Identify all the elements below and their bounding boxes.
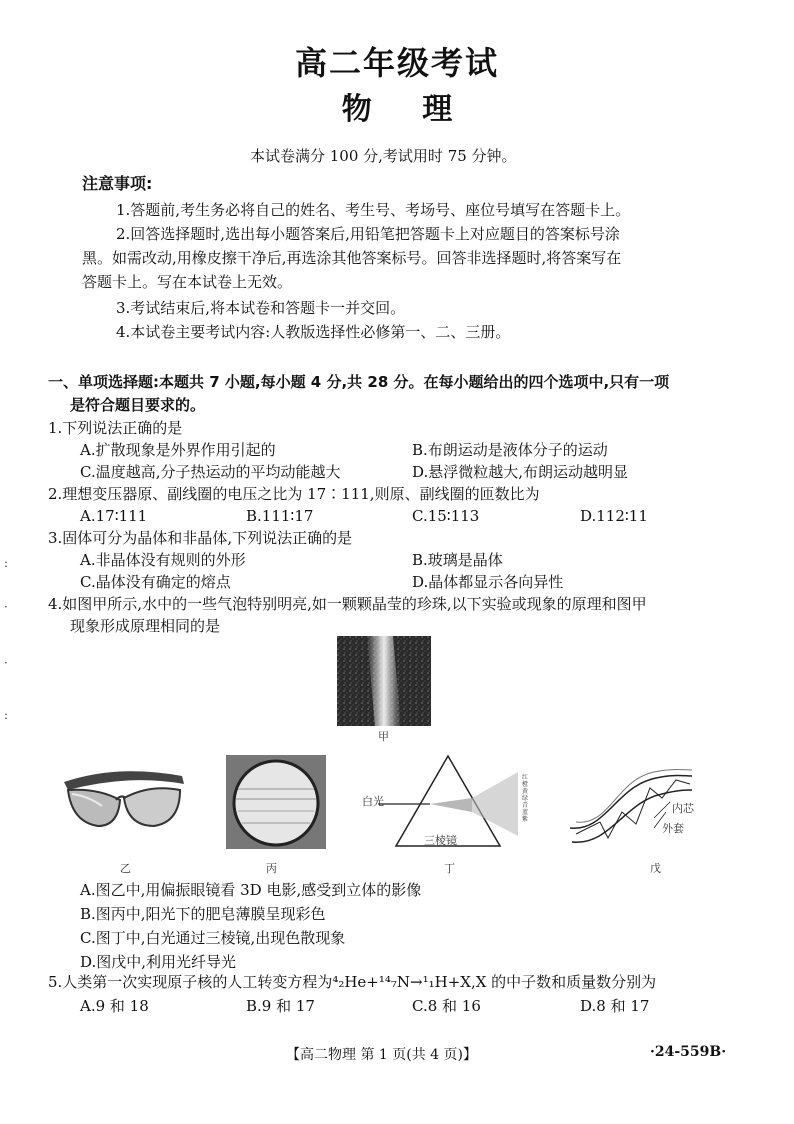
notice-item-4: 4.本试卷主要考试内容:人教版选择性必修第一、二、三册。 [116,323,511,341]
q4-option-c: C.图丁中,白光通过三棱镜,出现色散现象 [80,929,346,947]
q1-option-b: B.布朗运动是液体分子的运动 [412,441,608,459]
q3-stem: 3.固体可分为晶体和非晶体,下列说法正确的是 [48,529,353,547]
polarized-glasses-drawing [58,760,188,840]
q4-stem-cont: 现象形成原理相同的是 [70,617,221,635]
binding-mark: : [4,708,9,722]
q5-stem: 5.人类第一次实现原子核的人工转变方程为⁴₂He+¹⁴₇N→¹₁H+X,X 的中子数和质量数分别为 [48,973,657,991]
q3-option-c: C.晶体没有确定的熔点 [80,573,231,591]
figure-ding-label: 丁 [444,862,455,875]
notice-item-3: 3.考试结束后,将本试卷和答题卡一并交回。 [116,299,406,317]
q1-option-c: C.温度越高,分子热运动的平均动能越大 [80,463,341,481]
q4-option-b: B.图丙中,阳光下的肥皂薄膜呈现彩色 [80,905,326,923]
binding-mark: · [4,656,8,670]
fiber-core-label: 内芯 [672,802,694,815]
figure-jia-label: 甲 [378,730,389,743]
q1-stem: 1.下列说法正确的是 [48,419,183,437]
q5-option-b: B.9 和 17 [246,997,315,1015]
binding-mark: : [4,556,9,570]
figure-bing-label: 丙 [266,862,277,875]
q5-option-c: C.8 和 16 [412,997,481,1015]
notice-item-2: 2.回答选择题时,选出每小题答案后,用铅笔把答题卡上对应题目的答案标号涂 [116,225,620,243]
q2-stem: 2.理想变压器原、副线圈的电压之比为 17∶111,则原、副线圈的匝数比为 [48,485,540,503]
q4-option-a: A.图乙中,用偏振眼镜看 3D 电影,感受到立体的影像 [80,881,422,899]
figure-wu-label: 戊 [650,862,661,875]
notice-item-1: 1.答题前,考生务必将自己的姓名、考生号、考场号、座位号填写在答题卡上。 [116,201,631,219]
subject-title: 物 理 [341,92,453,127]
exam-info: 本试卷满分 100 分,考试用时 75 分钟。 [250,147,517,165]
q2-option-b: B.111∶17 [246,507,314,525]
q5-option-a: A.9 和 18 [80,997,149,1015]
q3-option-b: B.玻璃是晶体 [412,551,503,569]
section-heading-cont: 是符合题目要求的。 [70,396,206,414]
fiber-cladding-label: 外套 [662,822,684,835]
q2-option-d: D.112∶11 [580,507,648,525]
prism-label: 三棱镜 [424,834,457,847]
q4-option-d: D.图戊中,利用光纤导光 [80,953,237,971]
q5-option-d: D.8 和 17 [580,997,650,1015]
spectrum-colors-label: 红橙黄绿青蓝紫 [522,774,529,823]
q1-option-a: A.扩散现象是外界作用引起的 [80,441,276,459]
q4-stem: 4.如图甲所示,水中的一些气泡特别明亮,如一颗颗晶莹的珍珠,以下实验或现象的原理和图甲 [48,595,647,613]
exam-title: 高二年级考试 [294,44,499,82]
binding-mark: · [4,600,8,614]
section-heading: 一、单项选择题:本题共 7 小题,每小题 4 分,共 28 分。在每小题给出的四个选项中,只有一项 [48,373,670,391]
notice-item-2-end: 答题卡上。写在本试卷上无效。 [82,273,293,291]
q2-option-c: C.15∶113 [412,507,480,525]
q2-option-a: A.17∶111 [80,507,148,525]
figure-yi-label: 乙 [120,862,131,875]
bubbles-photo [337,636,431,726]
exam-code: ·24-559B· [650,1044,727,1060]
q3-option-a: A.非晶体没有规则的外形 [80,551,246,569]
white-light-label: 白光 [362,795,384,808]
q1-option-d: D.悬浮微粒越大,布朗运动越明显 [412,463,629,481]
q3-option-d: D.晶体都显示各向异性 [412,573,564,591]
page-footer: 【高二物理 第 1 页(共 4 页)】 [286,1047,477,1063]
soap-film-photo [226,755,326,849]
notice-heading: 注意事项: [82,174,153,193]
notice-item-2-cont: 黑。如需改动,用橡皮擦干净后,再选涂其他答案标号。回答非选择题时,将答案写在 [82,249,622,267]
